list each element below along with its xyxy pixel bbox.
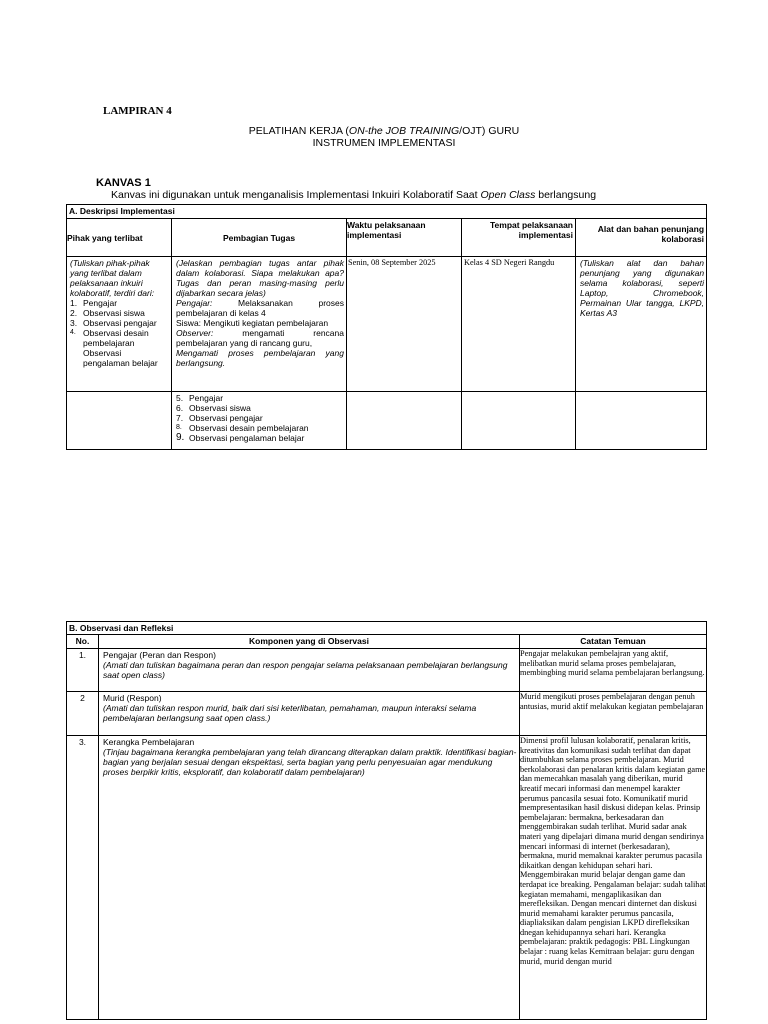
list-item: 9. Observasi pengalaman belajar [176,432,305,443]
tugas-observer: Observer: mengamati rencana pembelajaran yang di rancang guru, [176,328,344,348]
tugas-list-cell [172,392,347,450]
header-catatan: Catatan Temuan [520,635,707,649]
lampiran-label: LAMPIRAN 4 [103,105,172,117]
komponen-title: Kerangka Pembelajaran [103,737,195,747]
document-title: PELATIHAN KERJA (ON-the JOB TRAINING/OJT) GURU [248,125,520,137]
empty-cell [462,392,576,450]
list-item: 3. Observasi pengajar [70,318,157,328]
catatan-cell: Dimensi profil lulusan kolaboratif, penalaran kritis, kreativitas dan komunikasi sudah terlihat dan dapat ditumbuhkan selama proses pembelajaran. Murid berkolaborasi dan penalaran kritis dalam kegiatan game dan memecahkan masalah yang diberikan, murid kreatif mecari informasi dan menempel karakter perumus pancasila sesuai foto. Komunikatif murid mempresentasikan hasil diskusi didepan kelas. Prinsip pembelajaran: bermakna, berkesadaran dan menggembirakan sudah terlihat. Murid sadar anak materi yang dipelajari dimana murid dengan sendirinya mencari informasi di internet (berkesadaran), bermakna, murid memaknai karakter perumus pacasila dikaitkan dengan kehidupan sehari hari. Menggembirakan murid belajar dengan game dan terdapat ice breaking. Pengalaman belajar: sudah talihat kegiatan memahami, mengaplikasikan dan merefleksikan. Dengan mencari dinternet dan diskusi murid memahami karakter perumus pancasila, diapliaksikan dalam pengisian LKPD direfleksikan dnegan kehidupannya sehari hari. Kerangka pembelajaran: praktik pedagogis: PBL Lingkungan belajar : ruang kelas Kemitraan belajar: guru dengan murid, murid dengan murid [520,736,707,1020]
header-tempat: Tempat pelaksanaan implementasi [462,219,576,257]
section-a-title: A. Deskripsi Implementasi [67,205,707,219]
komponen-desc: (Tinjau bagaimana kerangka pembelajaran yang telah dirancang diterapkan dalam praktik. Identifikasi bagian-bagian yang berjalan sesuai dengan ekspektasi, serta bagian yang perlu penyesuaian agar mendukung proses berpikir kritis, eksploratif, dan kolaboratif dalam pembelajaran) [103,747,517,777]
list-item: 5. Pengajar [176,393,224,403]
observasi-refleksi-table [66,621,707,1020]
table-row [67,736,707,1020]
list-item: 1. Pengajar [70,298,118,308]
empty-cell [576,392,707,450]
komponen-desc: (Amati dan tuliskan respon murid, baik dari sisi keterlibatan, pemahaman, maupun interaksi selama pembelajaran berlangsung saat open class.) [103,703,477,723]
section-b-title: B. Observasi dan Refleksi [67,622,707,635]
table-row [67,649,707,692]
pihak-intro: (Tuliskan pihak-pihak yang terlibat dalam pelaksanaan inkuiri kolaboratif, terdiri dari: [70,258,155,298]
kanvas-description: Kanvas ini digunakan untuk menganalisis Implementasi Inkuiri Kolaboratif Saat Open Class berlangsung [111,189,597,201]
tugas-pengajar: Pengajar: Melaksanakan proses pembelajaran di kelas 4 [176,298,344,318]
header-komponen: Komponen yang di Observasi [99,635,520,649]
pihak-cell [67,257,172,392]
document-subtitle: INSTRUMEN IMPLEMENTASI [312,137,456,149]
header-waktu: Waktu pelaksanaan implementasi [347,219,462,257]
deskripsi-implementasi-table [66,204,707,450]
catatan-cell: Pengajar melakukan pembelajran yang aktif, melibatkan murid selama proses pembelajaran, membingbing murid selama pembelajaran berlangsung. [520,649,707,692]
kanvas-heading: KANVAS 1 [96,177,151,189]
list-item: 6. Observasi siswa [176,403,251,413]
header-pihak: Pihak yang terlibat [67,219,172,257]
alat-cell: (Tuliskan alat dan bahan penunjang yang digunakan selama kolaborasi, seperti Laptop, Chromebook, Permainan Ular tangga, LKPD, Kertas A3 [576,257,707,392]
row-number: 1. [67,649,99,692]
header-no: No. [67,635,99,649]
komponen-desc: (Amati dan tuliskan bagaimana peran dan respon pengajar selama pelaksanaan pembelajaran berlangsung saat open class) [103,660,508,680]
tugas-intro: (Jelaskan pembagian tugas antar pihak dalam kolaborasi. Siapa melakukan apa? Tugas dan peran masing-masing perlu dijabarkan secara jelas) [176,258,344,298]
waktu-cell: Senin, 08 September 2025 [347,257,462,392]
tugas-cell [172,257,347,392]
list-item: 8. Observasi desain pembelajaran [176,423,309,433]
komponen-title: Pengajar (Peran dan Respon) [103,650,216,660]
list-item: 4. Observasi desain pembelajaran [70,328,149,348]
row-number: 2 [67,692,99,736]
komponen-cell [99,692,520,736]
tempat-cell: Kelas 4 SD Negeri Rangdu [462,257,576,392]
row-number: 3. [67,736,99,1020]
header-tugas: Pembagian Tugas [172,219,347,257]
empty-cell [67,392,172,450]
komponen-cell [99,649,520,692]
catatan-cell: Murid mengikuti proses pembelajaran dengan penuh antusias, murid aktif melakukan kegiatan pembelajaran [520,692,707,736]
empty-cell [347,392,462,450]
list-item: Observasi pengalaman belajar [83,348,158,368]
list-item: 7. Observasi pengajar [176,413,263,423]
table-row [67,692,707,736]
komponen-title: Murid (Respon) [103,693,162,703]
tugas-mengamati: Mengamati proses pembelajaran yang berlangsung. [176,348,344,368]
komponen-cell [99,736,520,1020]
list-item: 2. Observasi siswa [70,308,145,318]
tugas-siswa: Siswa: Mengikuti kegiatan pembelajaran [176,318,329,328]
header-alat: Alat dan bahan penunjang kolaborasi [576,219,707,257]
